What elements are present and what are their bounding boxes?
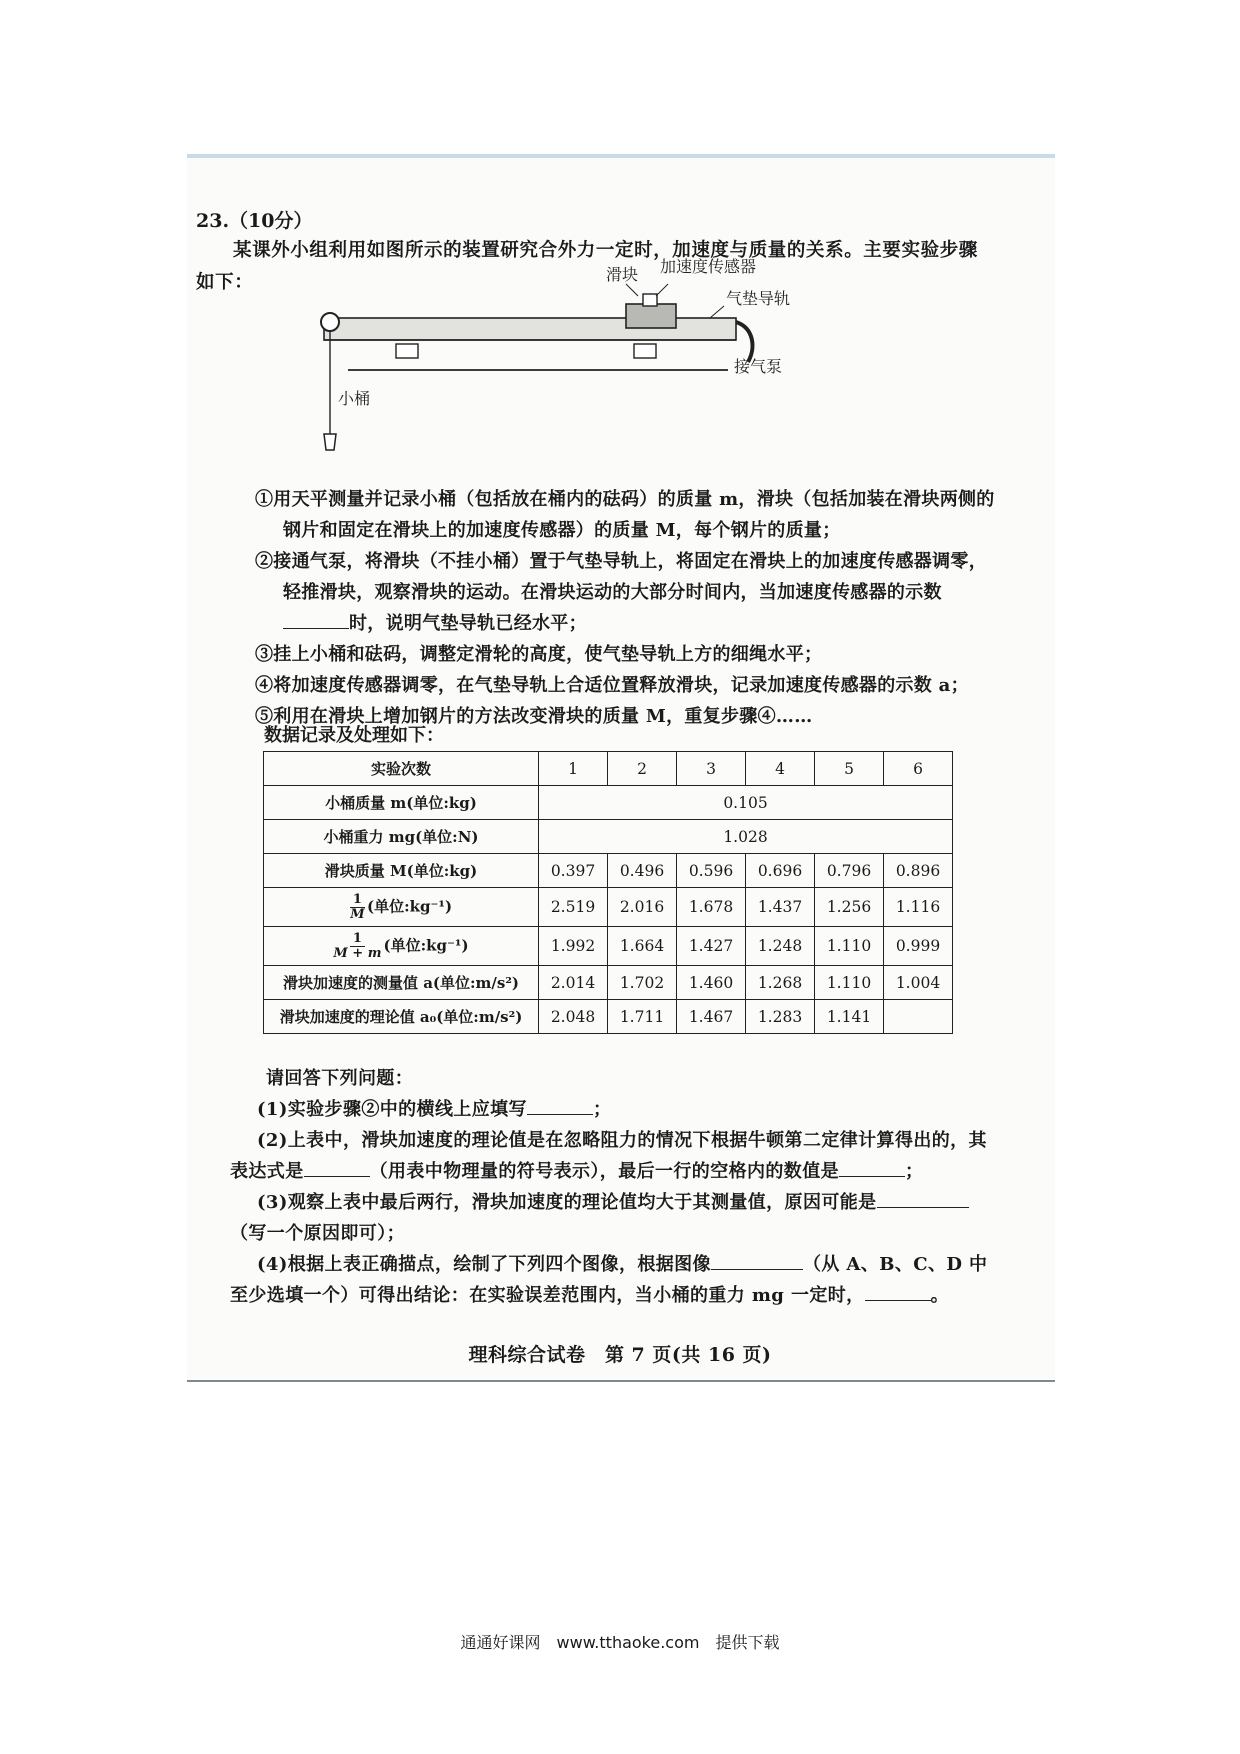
row-a-label: 滑块加速度的测量值 a(单位:m/s²): [264, 966, 539, 1000]
table-row: [264, 752, 953, 786]
cell-invM-2: 2.016: [608, 888, 677, 927]
cell-invM-6: 1.116: [884, 888, 953, 927]
fraction-1-over-M: $\frac{1}{M}$: [350, 891, 365, 922]
answer-blank-2b[interactable]: [839, 1158, 905, 1177]
cell-invM-3: 1.678: [677, 888, 746, 927]
cell-M-2: 0.496: [608, 854, 677, 888]
fraction-1-over-M-plus-m: $\frac{1}{M + m}$: [333, 930, 382, 961]
table-row: [264, 786, 953, 820]
bottom-border: [187, 1380, 1055, 1382]
track-foot-right: [634, 344, 656, 358]
cell-a-4: 1.268: [746, 966, 815, 1000]
cell-invM-5: 1.256: [815, 888, 884, 927]
row-invMm-unit: (单位:kg⁻¹): [383, 936, 469, 954]
row-m-label: 小桶质量 m(单位:kg): [264, 786, 539, 820]
cell-a-5: 1.110: [815, 966, 884, 1000]
trial-4: 4: [746, 752, 815, 786]
answer-blank-3[interactable]: [877, 1189, 969, 1208]
data-table: [263, 751, 953, 1034]
page-footer: 理科综合试卷 第 7 页(共 16 页): [468, 1344, 772, 1366]
cell-invM-1: 2.519: [539, 888, 608, 927]
cell-a0-1: 2.048: [539, 1000, 608, 1034]
table-row: [264, 888, 953, 927]
leader-track: [710, 306, 724, 318]
cell-invMm-5: 1.110: [815, 927, 884, 966]
pulley-icon: [321, 313, 339, 331]
row-mg-label: 小桶重力 mg(单位:N): [264, 820, 539, 854]
answer-blank-1[interactable]: [527, 1096, 593, 1115]
step-3: ③挂上小桶和砝码，调整定滑轮的高度，使气垫导轨上方的细绳水平；: [255, 644, 823, 665]
trial-3: 3: [677, 752, 746, 786]
question-2: (2)上表中，滑块加速度的理论值是在忽略阻力的情况下根据牛顿第二定律计算得出的，其表达式是 （用表中物理量的符号表示），最后一行的空格内的数值是 ；: [230, 1130, 987, 1182]
cell-invMm-6: 0.999: [884, 927, 953, 966]
question-3: (3)观察上表中最后两行，滑块加速度的理论值均大于其测量值，原因可能是（写一个原因即可）；: [230, 1187, 990, 1249]
cell-M-6: 0.896: [884, 854, 953, 888]
row-M-label: 滑块质量 M(单位:kg): [264, 854, 539, 888]
slider-block: [626, 304, 676, 328]
header-label: 实验次数: [264, 752, 539, 786]
trial-2: 2: [608, 752, 677, 786]
questions: [230, 1063, 990, 1311]
row-invMm-label: [264, 927, 539, 966]
label-track: 气垫导轨: [726, 289, 791, 308]
cell-a0-4: 1.283: [746, 1000, 815, 1034]
step-1: ①用天平测量并记录小桶（包括放在桶内的砝码）的质量 m，滑块（包括加装在滑块两侧的钢片和固定在滑块上的加速度传感器）的质量 M，每个钢片的质量；: [255, 489, 995, 541]
cell-M-3: 0.596: [677, 854, 746, 888]
cell-M-5: 0.796: [815, 854, 884, 888]
row-invM-unit: (单位:kg⁻¹): [366, 897, 453, 915]
table-row: [264, 820, 953, 854]
experiment-steps: [255, 484, 1005, 732]
bucket-icon: [324, 434, 336, 450]
trial-5: 5: [815, 752, 884, 786]
table-row: [264, 1000, 953, 1034]
cell-invMm-3: 1.427: [677, 927, 746, 966]
cell-invMm-2: 1.664: [608, 927, 677, 966]
step-4: ④将加速度传感器调零，在气垫导轨上合适位置释放滑块，记录加速度传感器的示数 a；: [255, 675, 969, 696]
cell-a0-2: 1.711: [608, 1000, 677, 1034]
track-foot-left: [396, 344, 418, 358]
row-mg-value: 1.028: [539, 820, 953, 854]
cell-a-6: 1.004: [884, 966, 953, 1000]
cell-a0-6-empty[interactable]: [884, 1000, 953, 1034]
answer-blank-4b[interactable]: [865, 1282, 931, 1301]
step-2: [255, 546, 1005, 639]
label-slider: 滑块: [606, 265, 639, 284]
answer-blank-2a[interactable]: [304, 1158, 370, 1177]
step-2-text-b: 时，说明气垫导轨已经水平；: [349, 613, 587, 634]
questions-lead: 请回答下列问题：: [266, 1068, 414, 1089]
row-a0-label: 滑块加速度的理论值 a₀(单位:m/s²): [264, 1000, 539, 1034]
cell-M-4: 0.696: [746, 854, 815, 888]
table-row: [264, 927, 953, 966]
site-footer: 通通好课网 www.tthaoke.com 提供下载: [460, 1633, 780, 1652]
table-row: [264, 854, 953, 888]
label-pump: 接气泵: [734, 357, 783, 376]
cell-M-1: 0.397: [539, 854, 608, 888]
row-m-value: 0.105: [539, 786, 953, 820]
table-row: [264, 966, 953, 1000]
cell-a-1: 2.014: [539, 966, 608, 1000]
question-1: (1)实验步骤②中的横线上应填写 ；: [230, 1094, 990, 1125]
row-invM-label: [264, 888, 539, 927]
question-4: (4)根据上表正确描点，绘制了下列四个图像，根据图像 （从 A、B、C、D 中至少选填一个）可得出结论：在实验误差范围内，当小桶的重力 mg 一定时， 。: [230, 1249, 990, 1311]
step-5: ⑤利用在滑块上增加钢片的方法改变滑块的质量 M，重复步骤④……: [255, 706, 813, 727]
cell-invMm-1: 1.992: [539, 927, 608, 966]
trial-1: 1: [539, 752, 608, 786]
data-title: 数据记录及处理如下：: [264, 725, 444, 746]
cell-invMm-4: 1.248: [746, 927, 815, 966]
cell-a0-3: 1.467: [677, 1000, 746, 1034]
answer-blank-4a[interactable]: [711, 1251, 803, 1270]
question-intro: 某课外小组利用如图所示的装置研究合外力一定时，加速度与质量的关系。主要实验步骤如下：: [196, 240, 978, 293]
cell-a0-5: 1.141: [815, 1000, 884, 1034]
cell-invM-4: 1.437: [746, 888, 815, 927]
cell-a-2: 1.702: [608, 966, 677, 1000]
step-2-text-a: ②接通气泵，将滑块（不挂小桶）置于气垫导轨上，将固定在滑块上的加速度传感器调零，轻推滑块，观察滑块的运动。在滑块运动的大部分时间内，当加速度传感器的示数: [255, 551, 987, 603]
sensor-icon: [643, 294, 657, 306]
air-hose: [736, 322, 752, 362]
label-bucket: 小桶: [338, 389, 371, 408]
question-number: 23.（10分）: [196, 210, 313, 232]
step-2-blank[interactable]: [283, 610, 349, 629]
cell-a-3: 1.460: [677, 966, 746, 1000]
label-sensor: 加速度传感器: [660, 257, 757, 276]
trial-6: 6: [884, 752, 953, 786]
